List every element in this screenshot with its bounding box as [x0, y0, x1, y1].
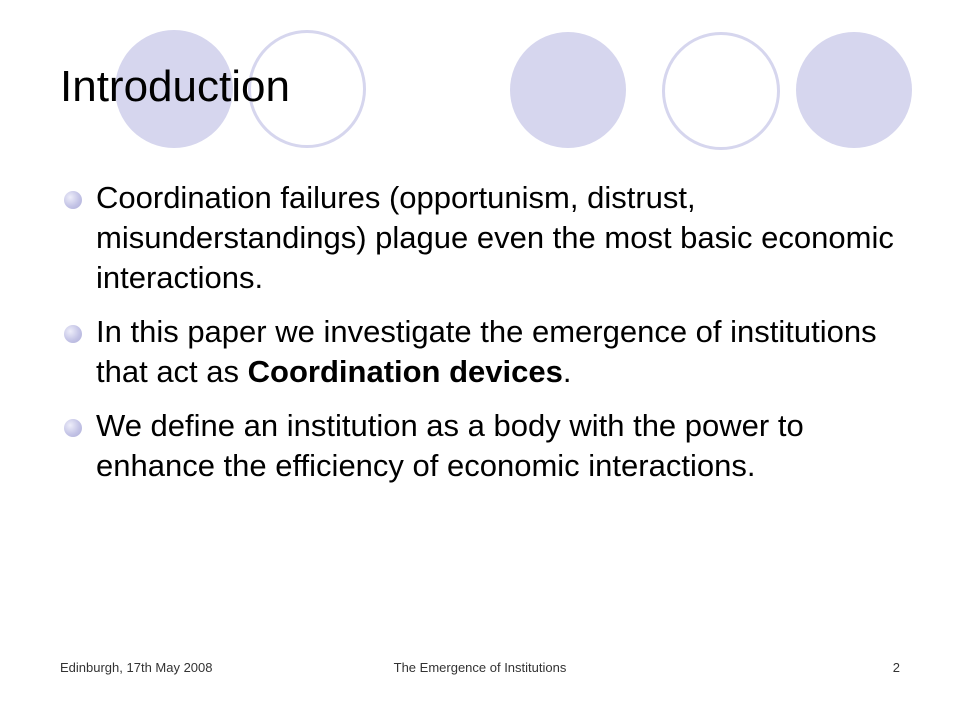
bullet-text-start: In this paper we investigate the emergence of institutions that act as [96, 314, 877, 389]
bullet-text: Coordination failures (opportunism, distrust, misunderstandings) plague even the most basic economic interactions. [96, 180, 894, 295]
bullet-text-end: . [562, 354, 572, 389]
bullet-item-3 [60, 406, 900, 486]
bullet-icon [64, 419, 82, 437]
bullet-text: We define an institution as a body with the power to enhance the efficiency of economic interactions. [96, 408, 804, 483]
decorative-circle-2 [510, 32, 626, 148]
slide-title: Introduction [60, 62, 290, 111]
footer-presentation-title: The Emergence of Institutions [393, 660, 567, 675]
decorative-ring-2 [662, 32, 780, 150]
bullet-emphasis: Coordination devices [247, 354, 563, 389]
bullet-icon [64, 325, 82, 343]
bullet-text [96, 314, 877, 389]
bullet-item-2 [60, 312, 900, 392]
bullet-list [60, 178, 900, 500]
footer-date-location: Edinburgh, 17th May 2008 [60, 660, 213, 675]
decorative-circle-3 [796, 32, 912, 148]
footer-page-number: 2 [892, 660, 900, 675]
bullet-item-1 [60, 178, 900, 298]
bullet-icon [64, 191, 82, 209]
